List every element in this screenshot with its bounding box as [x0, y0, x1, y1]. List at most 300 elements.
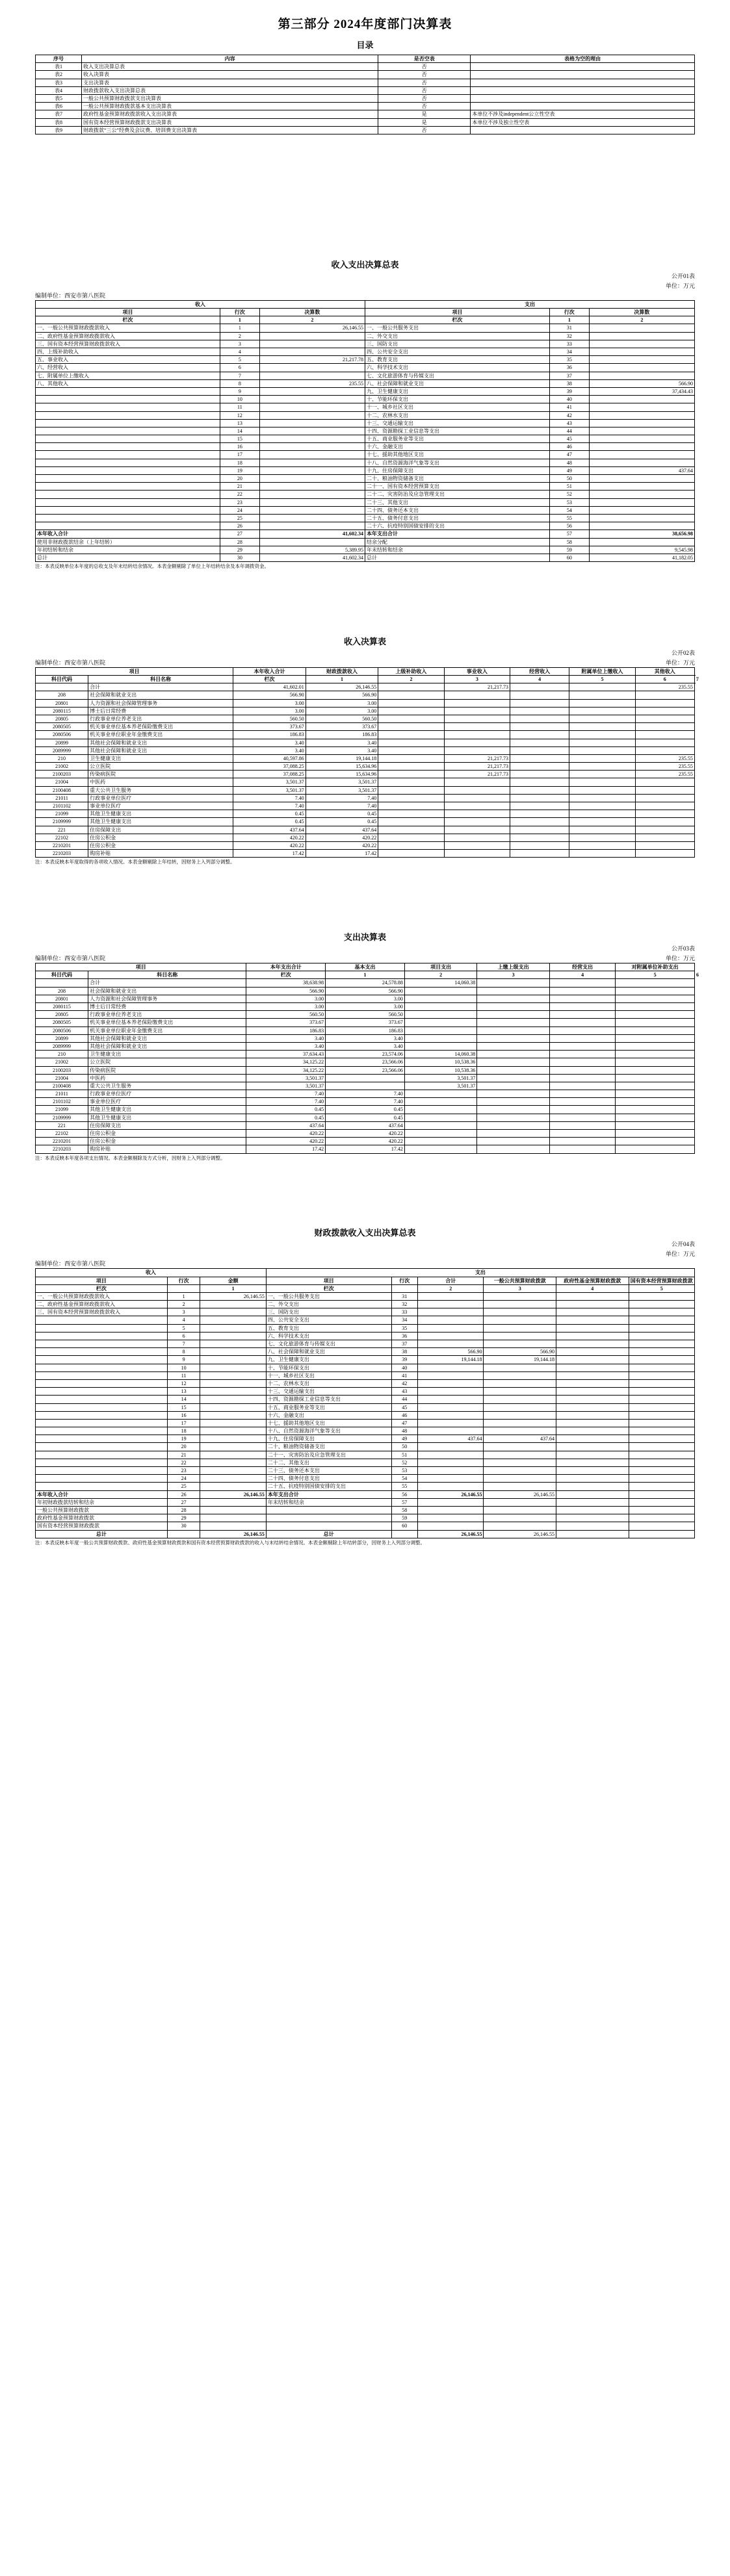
t1-right-row-no: 50 [549, 475, 589, 483]
t1-left-amount [259, 372, 365, 379]
t2-val-3 [378, 826, 444, 834]
t1-right-amount [589, 411, 694, 419]
t4-right-row-no: 31 [391, 1292, 418, 1300]
table-row [36, 995, 695, 1002]
t2-val-6 [569, 754, 635, 762]
toc-reason [471, 94, 695, 102]
table-row [36, 340, 695, 348]
t3-name: 住房公积金 [88, 1138, 246, 1145]
table1-note: 注：本表反映单位本年度的总收支及年末结转结余情况。本表金额剔除了单位上年结转结余及本年调拨资金。 [35, 563, 269, 570]
t3-val-3 [404, 995, 477, 1002]
t4-left-amount [200, 1324, 266, 1332]
t4-right-soe [629, 1396, 694, 1403]
t2-subhead-0: 科目代码 [36, 676, 88, 683]
t1-foot-right-val: 9,545.98 [589, 546, 694, 554]
t3-val-3 [404, 1121, 477, 1129]
t3-val-3: 10,538.36 [404, 1058, 477, 1066]
toc-col-header-3: 表格为空的理由 [471, 55, 695, 63]
t4-right-soe [629, 1475, 694, 1483]
t4-right-label: 二十四、债务付息支出 [266, 1475, 391, 1483]
t1-left-amount [259, 332, 365, 340]
t1-left-row-no: 6 [220, 364, 259, 372]
t4-left-row-no: 18 [167, 1427, 200, 1435]
t1-left-row-no: 1 [220, 324, 259, 332]
t4-right-soe [629, 1443, 694, 1451]
t3-code: 22102 [36, 1130, 88, 1138]
t1-left-label [36, 387, 220, 395]
t4-rnum-2: 2 [418, 1284, 484, 1292]
t1-right-amount [589, 435, 694, 443]
t2-val-1: 186.83 [233, 731, 306, 739]
t4-right-label: 二十三、债务还本支出 [266, 1467, 391, 1475]
table-row [36, 1034, 695, 1042]
t2-val-6 [569, 850, 635, 858]
t4-left-amount [200, 1396, 266, 1403]
t4-left-label: 三、国有资本经营预算财政拨款收入 [36, 1308, 168, 1316]
t4-right-total: 437.64 [418, 1435, 484, 1443]
t1-right-amount: 566.90 [589, 379, 694, 387]
table1-compiler: 编制单位：西安市第八医院 [35, 292, 106, 299]
t4-left-amount [200, 1316, 266, 1324]
t1-right-label: 二十一、国有资本经营预算支出 [365, 483, 549, 491]
t4-lnum-0: 栏次 [36, 1284, 168, 1292]
t4-left-amount [200, 1467, 266, 1475]
t4-right-fund [556, 1364, 629, 1371]
t4-right-total: 566.90 [418, 1348, 484, 1356]
t4-right-soe [629, 1364, 694, 1371]
t2-name: 住房公积金 [88, 834, 233, 841]
table-row [36, 1388, 695, 1396]
t2-head-5: 经营收入 [510, 667, 569, 675]
t3-val-1: 437.64 [246, 1121, 326, 1129]
t3-val-5 [549, 1074, 615, 1082]
t2-val-3 [378, 802, 444, 810]
t4-left-row-no: 9 [167, 1356, 200, 1364]
t1-foot-right-val: 41,182.05 [589, 554, 694, 561]
t4-left-row-no: 23 [167, 1467, 200, 1475]
table2-body [36, 683, 695, 858]
table-row [36, 1443, 695, 1451]
t3-head-3: 项目支出 [404, 963, 477, 971]
t3-name: 人力资源和社会保障管理事务 [88, 995, 246, 1002]
table-row [36, 794, 695, 802]
t2-name: 行政事业单位医疗 [88, 794, 233, 802]
t2-val-4 [444, 818, 510, 826]
t4-right-total [418, 1371, 484, 1379]
t1-right-label: 十八、自然资源海洋气象等支出 [365, 459, 549, 466]
t2-code: 2080505 [36, 723, 88, 731]
table-row [36, 1106, 695, 1114]
t4-right-fund [556, 1435, 629, 1443]
t3-head-4: 上缴上级支出 [477, 963, 550, 971]
t4-right-fund [556, 1371, 629, 1379]
t4-rhead-3: 一般公共预算财政拨款 [484, 1277, 556, 1284]
t1-foot-left-label: 年初结转和结余 [36, 546, 220, 554]
table-row [36, 1292, 695, 1300]
t1-right-row-no: 33 [549, 340, 589, 348]
t3-val-1: 7.40 [246, 1090, 326, 1098]
t4-left-row-no: 12 [167, 1379, 200, 1387]
t3-val-3 [404, 1019, 477, 1027]
t1-left-amount [259, 459, 365, 466]
t3-val-6 [616, 979, 695, 987]
t2-val-6 [569, 810, 635, 818]
t4-left-label [36, 1427, 168, 1435]
t4-right-general [484, 1371, 556, 1379]
toc-empty-flag: 否 [378, 86, 471, 94]
t4-right-label: 二十五、抗疫特别国债安排的支出 [266, 1483, 391, 1490]
table-row [36, 1332, 695, 1340]
t4-right-label: 十一、城乡社区支出 [266, 1371, 391, 1379]
t1-right-amount [589, 483, 694, 491]
t3-val-4 [477, 1138, 550, 1145]
t1-left-label [36, 506, 220, 514]
t4-right-fund [556, 1459, 629, 1466]
t3-val-2: 420.22 [326, 1138, 405, 1145]
t4-right-fund [556, 1340, 629, 1348]
t3-val-6 [616, 1066, 695, 1074]
t2-val-5 [510, 715, 569, 722]
t3-val-6 [616, 995, 695, 1002]
t1-subhead-2: 2 [259, 316, 365, 324]
t3-val-3 [404, 1011, 477, 1019]
t2-val-3 [378, 763, 444, 771]
t3-val-5 [549, 1058, 615, 1066]
t1-left-amount [259, 506, 365, 514]
t4-right-label: 十八、自然资源海洋气象等支出 [266, 1427, 391, 1435]
t3-val-6 [616, 1130, 695, 1138]
table-row [36, 372, 695, 379]
t4-foot-col1 [484, 1514, 556, 1522]
toc-row [36, 71, 695, 79]
t3-name: 卫生健康支出 [88, 1051, 246, 1058]
t4-total-col-2 [629, 1490, 694, 1498]
t1-right-label: 五、教育支出 [365, 356, 549, 364]
table-row [36, 1019, 695, 1027]
table-row [36, 778, 695, 786]
table3-unit: 单位：万元 [665, 955, 695, 962]
t4-right-total [418, 1451, 484, 1459]
gov-funding-summary-table [35, 1268, 695, 1538]
t4-rhead-2: 合计 [418, 1277, 484, 1284]
t1-left-label [36, 522, 220, 530]
t2-val-3 [378, 707, 444, 715]
table-row [36, 987, 695, 995]
t2-val-5 [510, 778, 569, 786]
t1-foot-left-val: 5,389.95 [259, 546, 365, 554]
table-row [36, 483, 695, 491]
t4-right-soe [629, 1388, 694, 1396]
t1-right-row-no: 44 [549, 427, 589, 435]
t2-val-4 [444, 715, 510, 722]
t1-total-right-label: 本年支出合计 [365, 530, 549, 538]
t4-foot-col3 [629, 1498, 694, 1506]
expense-detail-table [35, 963, 699, 1154]
t1-left-amount [259, 514, 365, 522]
t4-right-soe [629, 1451, 694, 1459]
t4-rnum-4: 4 [556, 1284, 629, 1292]
t1-right-amount [589, 419, 694, 427]
t3-val-4 [477, 1066, 550, 1074]
t3-val-4 [477, 987, 550, 995]
t2-val-4 [444, 841, 510, 849]
t4-right-label: 一、一般公共服务支出 [266, 1292, 391, 1300]
t2-val-5 [510, 683, 569, 691]
t1-total-right-val: 38,656.98 [589, 530, 694, 538]
t1-foot-right-val [589, 538, 694, 546]
t1-total-left-label: 本年收入合计 [36, 530, 220, 538]
t4-left-label [36, 1340, 168, 1348]
t1-right-amount [589, 348, 694, 356]
table-row [36, 475, 695, 483]
t4-right-label: 十七、援助其他地区支出 [266, 1419, 391, 1427]
t1-right-label: 八、社会保障和就业支出 [365, 379, 549, 387]
t2-val-7 [635, 786, 694, 794]
t3-head-project: 项目 [36, 963, 246, 971]
table-row [36, 1042, 695, 1050]
t1-left-row-no: 19 [220, 466, 259, 474]
t3-name: 社会保障和就业支出 [88, 987, 246, 995]
t2-val-4 [444, 810, 510, 818]
t4-right-label: 七、文化旅游体育与传媒支出 [266, 1340, 391, 1348]
t2-val-2: 566.90 [306, 691, 378, 699]
t4-left-label [36, 1396, 168, 1403]
t1-foot-left-val: 41,602.34 [259, 554, 365, 561]
toc-index: 表2 [36, 71, 82, 79]
t2-val-7 [635, 794, 694, 802]
toc-reason: 本单位不涉及independent公立性空表 [471, 110, 695, 118]
t2-val-1: 41,602.01 [233, 683, 306, 691]
t4-right-general: 566.90 [484, 1348, 556, 1356]
toc-content: 财政拨款“三公”经费及会议费、培训费支出决算表 [81, 126, 378, 134]
table-row [36, 1371, 695, 1379]
table4-foot-row [36, 1514, 695, 1522]
table1-foot-row [36, 554, 695, 561]
t4-lnum-1 [167, 1284, 200, 1292]
t3-name: 住房保障支出 [88, 1121, 246, 1129]
t3-code: 2210203 [36, 1145, 88, 1153]
t4-right-row-no: 43 [391, 1388, 418, 1396]
t2-code: 2101102 [36, 802, 88, 810]
t1-foot-left-no: 29 [220, 546, 259, 554]
t1-right-amount [589, 506, 694, 514]
table3-note: 注：本表反映本年度各项支出情况。本表金额剔除及方式分析，因财务上入列部分调整。 [35, 1154, 226, 1161]
t2-subhead-4: 2 [378, 676, 444, 683]
table-row [36, 1066, 695, 1074]
t4-left-row-no: 3 [167, 1308, 200, 1316]
t4-left-row-no: 5 [167, 1324, 200, 1332]
toc-empty-flag: 否 [378, 103, 471, 110]
t4-left-row-no: 6 [167, 1332, 200, 1340]
table4-subheader-row [36, 1284, 695, 1292]
t4-right-total [418, 1364, 484, 1371]
t2-name: 博士后日常经费 [88, 707, 233, 715]
t2-val-7 [635, 841, 694, 849]
t2-val-3 [378, 771, 444, 778]
t1-right-row-no: 47 [549, 451, 589, 459]
t4-right-label: 三、国防支出 [266, 1308, 391, 1316]
table2-form-no: 公开02表 [671, 649, 695, 656]
t1-right-label: 十四、资源勘探工业信息等支出 [365, 427, 549, 435]
t4-foot-right-no: 57 [391, 1498, 418, 1506]
t4-left-amount [200, 1443, 266, 1451]
t3-val-1: 38,638.98 [246, 979, 326, 987]
t2-val-2: 420.22 [306, 841, 378, 849]
t2-name: 机关事业单位职业年金缴费支出 [88, 731, 233, 739]
t4-right-general [484, 1443, 556, 1451]
t4-left-label [36, 1467, 168, 1475]
t1-right-amount [589, 459, 694, 466]
t3-code: 208 [36, 987, 88, 995]
t3-val-6 [616, 1145, 695, 1153]
t3-val-2: 373.67 [326, 1019, 405, 1027]
t2-val-1: 420.22 [233, 841, 306, 849]
t4-foot-col1 [484, 1522, 556, 1530]
t4-total-right-val: 26,146.55 [418, 1490, 484, 1498]
table-row [36, 356, 695, 364]
t3-val-3: 3,501.37 [404, 1082, 477, 1090]
t3-code: 2101102 [36, 1098, 88, 1106]
t4-left-amount [200, 1411, 266, 1419]
t1-right-amount [589, 324, 694, 332]
table-row [36, 466, 695, 474]
t2-val-2: 7.40 [306, 802, 378, 810]
table-row [36, 1451, 695, 1459]
table-row [36, 1364, 695, 1371]
t3-val-6 [616, 987, 695, 995]
t3-val-2: 186.83 [326, 1027, 405, 1034]
table-row [36, 1082, 695, 1090]
t1-left-label: 一、一般公共预算财政拨款收入 [36, 324, 220, 332]
t1-right-row-no: 45 [549, 435, 589, 443]
t4-foot-col2 [556, 1498, 629, 1506]
t1-right-row-no: 40 [549, 396, 589, 403]
t1-right-amount [589, 522, 694, 530]
t4-left-amount [200, 1435, 266, 1443]
t4-left-row-no: 14 [167, 1396, 200, 1403]
t3-val-5 [549, 987, 615, 995]
t2-val-4 [444, 723, 510, 731]
t1-left-row-no: 20 [220, 475, 259, 483]
table1-total-row [36, 530, 695, 538]
t3-val-1: 0.45 [246, 1106, 326, 1114]
t4-left-amount [200, 1301, 266, 1308]
toc-header-row [36, 55, 695, 63]
t4-left-label [36, 1332, 168, 1340]
t4-right-row-no: 35 [391, 1324, 418, 1332]
t3-val-5 [549, 995, 615, 1002]
t3-code: 2100408 [36, 1082, 88, 1090]
t4-right-total [418, 1316, 484, 1324]
t2-val-4 [444, 707, 510, 715]
table-row [36, 1114, 695, 1121]
t1-right-label: 十六、金融支出 [365, 443, 549, 451]
t3-val-6 [616, 1074, 695, 1082]
t2-val-1: 0.45 [233, 810, 306, 818]
t4-total-left-label: 本年收入合计 [36, 1490, 168, 1498]
toc-empty-flag: 否 [378, 71, 471, 79]
table-row [36, 1427, 695, 1435]
t4-right-soe [629, 1459, 694, 1466]
t3-val-3: 14,060.38 [404, 1051, 477, 1058]
t2-val-4 [444, 786, 510, 794]
t1-right-row-no: 55 [549, 514, 589, 522]
t4-left-row-no: 19 [167, 1435, 200, 1443]
table-row [36, 1316, 695, 1324]
t1-head-2: 决算数 [259, 309, 365, 316]
t1-foot-left-label: 使用非财政拨款结余（上年结转） [36, 538, 220, 546]
table4-foot-row [36, 1522, 695, 1530]
t2-name: 重大公共卫生服务 [88, 786, 233, 794]
t4-right-fund [556, 1348, 629, 1356]
t2-head-3: 上级补助收入 [378, 667, 444, 675]
toc-empty-flag: 否 [378, 63, 471, 71]
t1-left-amount [259, 348, 365, 356]
t3-name: 其他卫生健康支出 [88, 1106, 246, 1114]
t3-val-1: 3.00 [246, 995, 326, 1002]
t2-val-5 [510, 794, 569, 802]
t3-val-4 [477, 1130, 550, 1138]
t3-code: 2089999 [36, 1042, 88, 1050]
t2-code: 2210201 [36, 841, 88, 849]
t3-val-6 [616, 1042, 695, 1050]
t4-right-general [484, 1403, 556, 1411]
t1-right-label: 六、科学技术支出 [365, 364, 549, 372]
t3-code: 221 [36, 1121, 88, 1129]
t1-right-row-no: 32 [549, 332, 589, 340]
t4-left-amount [200, 1483, 266, 1490]
t2-val-3 [378, 786, 444, 794]
t2-val-7 [635, 818, 694, 826]
t2-code: 21002 [36, 763, 88, 771]
t2-val-6 [569, 746, 635, 754]
t3-val-6 [616, 1019, 695, 1027]
t4-left-row-no: 21 [167, 1451, 200, 1459]
t4-left-row-no: 25 [167, 1483, 200, 1490]
t4-right-total [418, 1483, 484, 1490]
t3-name: 事业单位医疗 [88, 1098, 246, 1106]
t2-subhead-5: 3 [444, 676, 510, 683]
t1-head-5: 决算数 [589, 309, 694, 316]
t4-right-row-no: 50 [391, 1443, 418, 1451]
t3-val-1: 34,125.22 [246, 1066, 326, 1074]
t1-right-label: 二十三、其他支出 [365, 498, 549, 506]
t4-foot-left-label: 国有资本经营预算财政拨款 [36, 1522, 168, 1530]
table-row [36, 979, 695, 987]
t2-head-7: 其他收入 [635, 667, 694, 675]
table-row [36, 802, 695, 810]
t4-total-right-label: 本年支出合计 [266, 1490, 391, 1498]
t2-val-5 [510, 802, 569, 810]
t4-left-row-no: 4 [167, 1316, 200, 1324]
t2-code: 20899 [36, 739, 88, 746]
table4-total-row [36, 1490, 695, 1498]
table-row [36, 1121, 695, 1129]
t2-name: 住房保障支出 [88, 826, 233, 834]
t2-val-4: 21,217.73 [444, 771, 510, 778]
t3-val-1: 420.22 [246, 1138, 326, 1145]
t3-val-2: 3.00 [326, 1003, 405, 1011]
t3-head-2: 基本支出 [326, 963, 405, 971]
t2-val-1: 40,597.86 [233, 754, 306, 762]
t2-code: 21011 [36, 794, 88, 802]
t4-right-row-no: 55 [391, 1483, 418, 1490]
t2-val-5 [510, 771, 569, 778]
t1-left-label [36, 459, 220, 466]
t4-right-general [484, 1301, 556, 1308]
t1-left-row-no: 2 [220, 332, 259, 340]
t4-left-label [36, 1364, 168, 1371]
